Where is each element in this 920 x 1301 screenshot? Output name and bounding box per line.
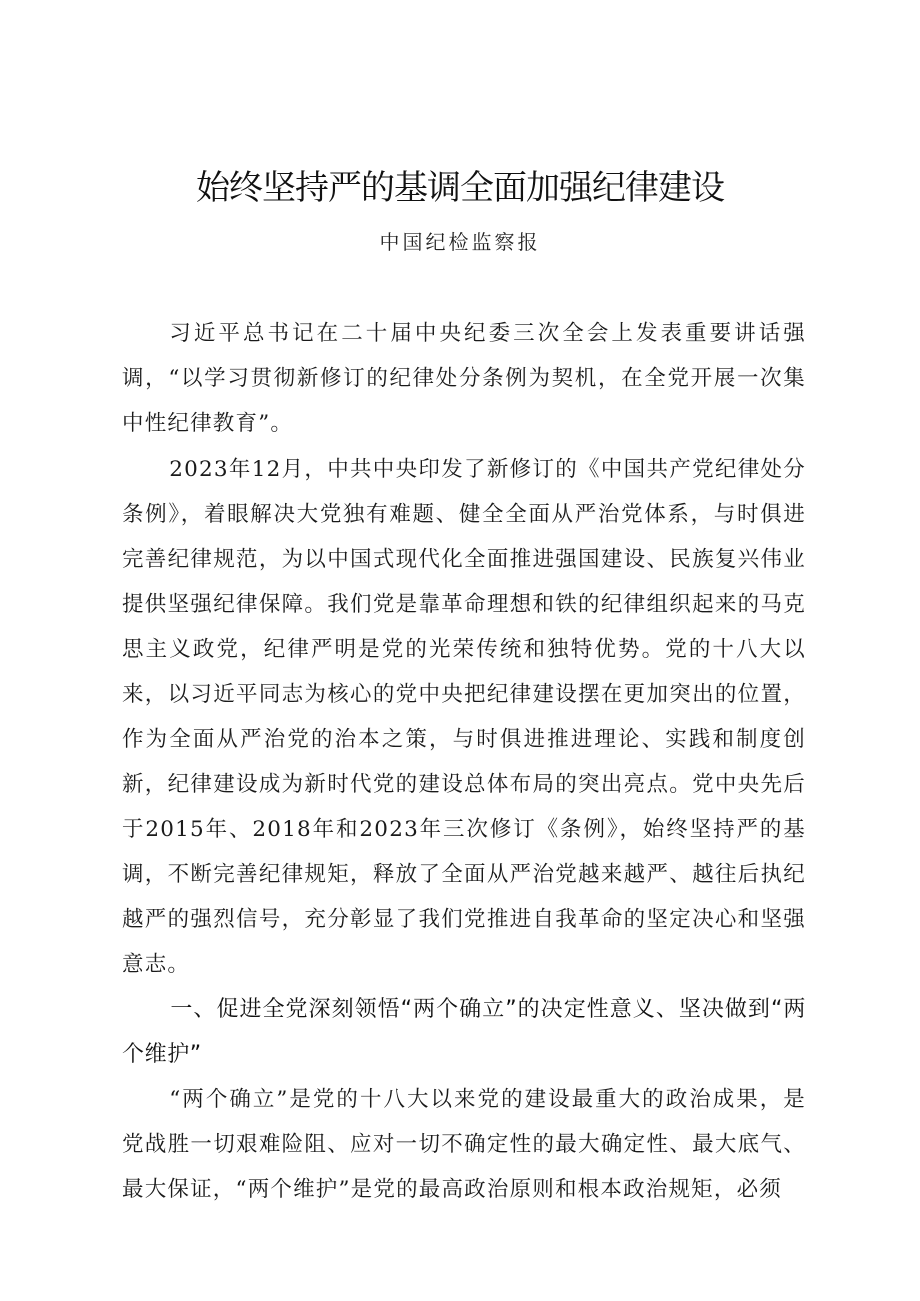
paragraph: 2023年12月，中共中央印发了新修订的《中国共产党纪律处分条例》，着眼解决大党独有难题、健全全面从严治党体系，与时俱进完善纪律规范，为以中国式现代化全面推进强国建设、民族复兴伟业提供坚强纪律保障。我们党是靠革命理想和铁的纪律组织起来的马克思主义政党，纪律严明是党的光荣传统和独特优势。党的十八大以来，以习近平同志为核心的党中央把纪律建设摆在更加突出的位置，作为全面从严治党的治本之策，与时俱进推进理论、实践和制度创新，纪律建设成为新时代党的建设总体布局的突出亮点。党中央先后于2015年、2018年和2023年三次修订《条例》，始终坚持严的基调，不断完善纪律规矩，释放了全面从严治党越来越严、越往后执纪越严的强烈信号，充分彰显了我们党推进自我革命的坚定决心和坚强意志。 xyxy=(122,457,806,977)
paragraph: 习近平总书记在二十届中央纪委三次全会上发表重要讲话强调，“以学习贯彻新修订的纪律处分条例为契机，在全党开展一次集中性纪律教育”。 xyxy=(122,321,806,436)
document-body xyxy=(122,311,806,1212)
document-title: 始终坚持严的基调全面加强纪律建设 xyxy=(196,168,724,208)
document-source: 中国纪检监察报 xyxy=(379,230,541,254)
section-heading: 一、促进全党深刻领悟“两个确立”的决定性意义、坚决做到“两个维护” xyxy=(122,997,806,1067)
paragraph: “两个确立”是党的十八大以来党的建设最重大的政治成果，是党战胜一切艰难险阻、应对一切不确定性的最大确定性、最大底气、最大保证，“两个维护”是党的最高政治原则和根本政治规矩，必须 xyxy=(122,1087,806,1202)
